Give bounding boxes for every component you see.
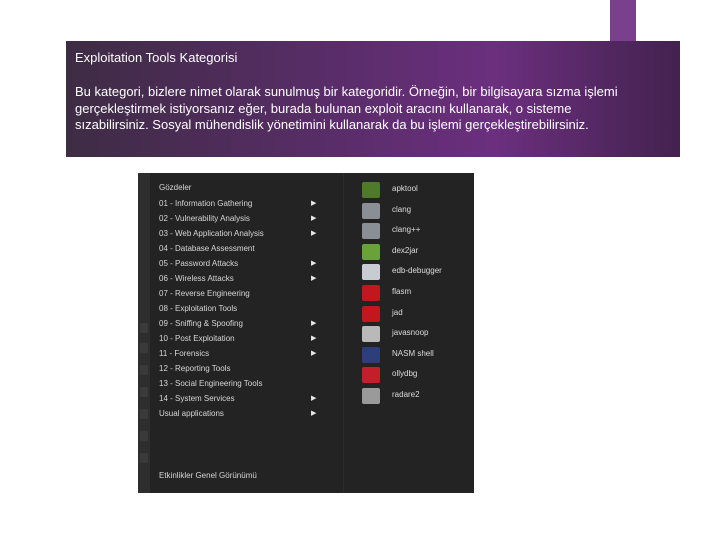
submenu-arrow-icon: ▶: [311, 230, 317, 237]
menu-item[interactable]: [159, 347, 324, 361]
activities-overview-link[interactable]: Etkinlikler Genel Görünümü: [159, 471, 257, 480]
dock-icon: [140, 343, 148, 353]
app-launcher[interactable]: [362, 284, 472, 302]
radare2-icon: [362, 388, 380, 404]
submenu-arrow-icon: ▶: [311, 395, 317, 402]
dock-icon: [140, 409, 148, 419]
app-label: edb-debugger: [392, 266, 442, 276]
javasnoop-icon: [362, 326, 380, 342]
app-label: apktool: [392, 184, 418, 193]
app-label: clang: [392, 204, 412, 214]
app-label: dex2jar: [392, 245, 419, 255]
app-launcher[interactable]: [362, 243, 472, 261]
menu-item-label: 06 - Wireless Attacks: [159, 274, 234, 283]
submenu-arrow-icon: ▶: [311, 275, 317, 282]
flasm-icon: [362, 285, 380, 301]
menu-item[interactable]: [159, 302, 324, 316]
dex2jar-icon: [362, 244, 380, 260]
menu-item-label: 05 - Password Attacks: [159, 259, 239, 268]
clang-plus-icon: [362, 223, 380, 239]
menu-item-label: 12 - Reporting Tools: [159, 364, 231, 373]
submenu-arrow-icon: ▶: [311, 215, 317, 222]
menu-item[interactable]: [159, 287, 324, 301]
app-launcher[interactable]: [362, 346, 472, 364]
slide-title: Exploitation Tools Kategorisi: [75, 50, 238, 65]
app-label: flasm: [392, 287, 412, 296]
app-launcher[interactable]: [362, 263, 472, 281]
app-launcher[interactable]: [362, 305, 472, 323]
app-label: javasnoop: [392, 328, 429, 338]
submenu-arrow-icon: ▶: [311, 200, 317, 207]
apktool-icon: [362, 182, 380, 198]
submenu-arrow-icon: ▶: [311, 410, 317, 417]
app-label: NASM shell: [392, 348, 434, 358]
submenu-arrow-icon: ▶: [311, 260, 317, 267]
menu-item[interactable]: [159, 272, 324, 286]
dock-icon: [140, 365, 148, 375]
menu-item-label: 08 - Exploitation Tools: [159, 304, 238, 313]
clang-icon: [362, 203, 380, 219]
app-launcher[interactable]: [362, 222, 472, 240]
menu-item[interactable]: [159, 227, 324, 241]
menu-item-label: 14 - System Services: [159, 394, 235, 403]
slide-body-text: Bu kategori, bizlere nimet olarak sunulmuş bir kategoridir. Örneğin, bir bilgisayara sızma işlemi gerçekleştirmek istiyorsanız eğer, burada bulunan exploit aracını kullanarak, o sisteme sızabilirsiniz. Sosyal mühendislik yönetimini kullanarak da bu işlemi gerçekleştirebilirsiniz.: [75, 84, 618, 132]
menu-divider: [343, 173, 344, 493]
dock-icon: [140, 387, 148, 397]
app-label: ollydbg: [392, 369, 418, 379]
submenu-arrow-icon: ▶: [311, 350, 317, 357]
app-launcher[interactable]: [362, 325, 472, 343]
app-launcher[interactable]: [362, 366, 472, 384]
menu-item[interactable]: [159, 392, 324, 406]
menu-item[interactable]: [159, 317, 324, 331]
edb-debugger-icon: [362, 264, 380, 280]
dock-icon: [140, 323, 148, 333]
menu-item-label: Usual applications: [159, 409, 224, 418]
menu-item-label: 09 - Sniffing & Spoofing: [159, 319, 243, 328]
menu-item[interactable]: [159, 197, 324, 211]
kali-menu-screenshot: [138, 173, 474, 493]
menu-item-label: 13 - Social Engineering Tools: [159, 379, 263, 388]
menu-item-label: 11 - Forensics: [159, 349, 210, 358]
nasm-shell-icon: [362, 347, 380, 363]
menu-item[interactable]: [159, 362, 324, 376]
app-launcher[interactable]: [362, 202, 472, 220]
submenu-arrow-icon: ▶: [311, 335, 317, 342]
app-label: radare2: [392, 390, 420, 399]
dock-icon: [140, 453, 148, 463]
menu-item[interactable]: [159, 407, 324, 421]
menu-item[interactable]: [159, 332, 324, 346]
app-label: jad: [392, 307, 403, 317]
submenu-arrow-icon: ▶: [311, 320, 317, 327]
app-launcher[interactable]: [362, 181, 472, 199]
menu-item-label: 03 - Web Application Analysis: [159, 229, 264, 238]
dock-strip: [138, 173, 150, 493]
menu-item-label: 02 - Vulnerability Analysis: [159, 214, 250, 223]
corner-accent-bar: [610, 0, 636, 44]
menu-item[interactable]: [159, 257, 324, 271]
jad-icon: [362, 306, 380, 322]
menu-item[interactable]: [159, 242, 324, 256]
menu-item-label: 04 - Database Assessment: [159, 244, 255, 253]
dock-icon: [140, 431, 148, 441]
app-launcher[interactable]: [362, 387, 472, 405]
menu-item[interactable]: [159, 212, 324, 226]
menu-header-favorites[interactable]: Gözdeler: [159, 183, 192, 192]
ollydbg-icon: [362, 367, 380, 383]
menu-item-label: 07 - Reverse Engineering: [159, 289, 250, 298]
menu-item-label: 01 - Information Gathering: [159, 199, 253, 208]
menu-item[interactable]: [159, 377, 324, 391]
menu-item-label: 10 - Post Exploitation: [159, 334, 235, 343]
app-label: clang++: [392, 225, 421, 235]
